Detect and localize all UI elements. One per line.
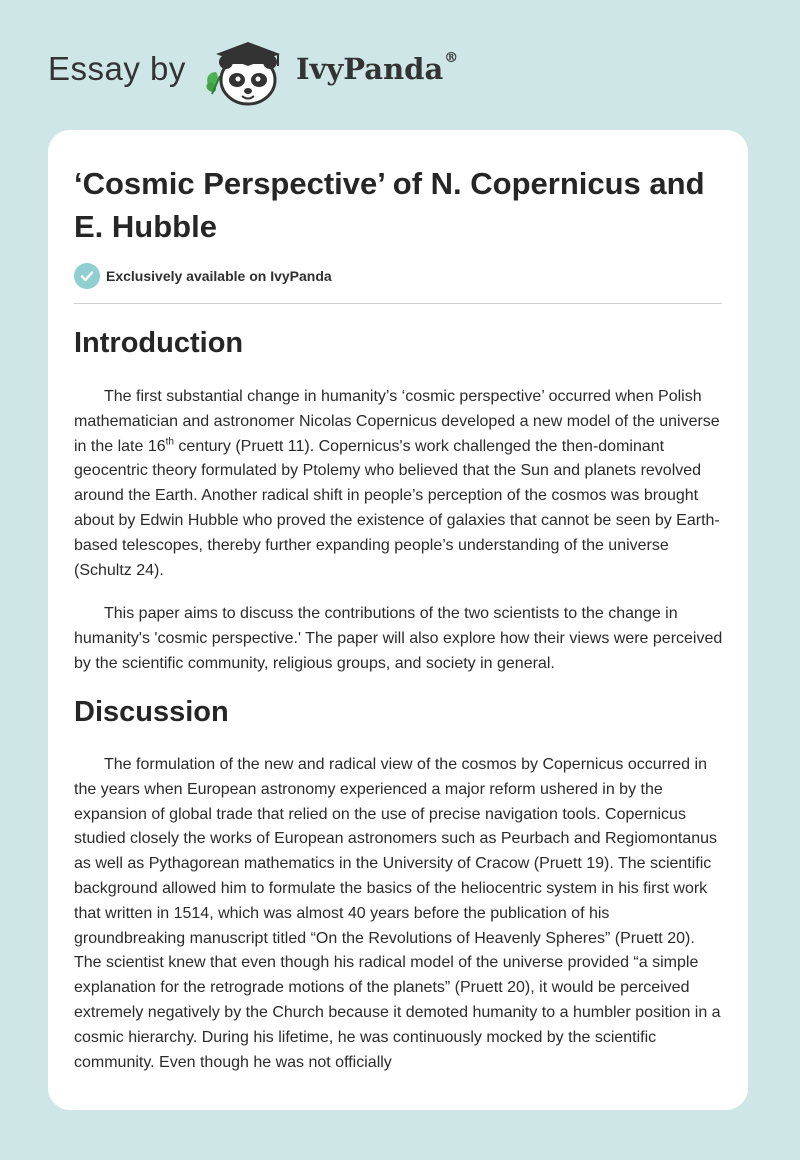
page-title: ‘Cosmic Perspective’ of N. Copernicus and E. Hubble [74, 166, 705, 244]
panda-logo-icon[interactable] [200, 36, 292, 108]
paragraph-discussion-1: The formulation of the new and radical view of the cosmos by Copernicus occurred in the years when European astronomy experienced a major reform ushered in by the expansion of global trade that relied on the use of precise navigation tools. Copernicus studied closely the works of European astronomers such as Peurbach and Regiomontanus as well as Pythagorean mathematics in the University of Cracow (Pruett 19). The scientific background allowed him to formulate the basics of the heliocentric system in his first work that written in 1514, which was almost 40 years before the publication of his groundbreaking manuscript titled “On the Revolutions of Heavenly Spheres” (Pruett 20). The scientist knew that even though his radical model of the universe provided “a simple explanation for the retrograde motions of the planets” (Pruett 20), it would be perceived extremely negatively by the Church because it demoted humanity to a humbler position in a cosmic hierarchy. During his lifetime, he was continuously mocked by the scientific community. Even though he was not officially [74, 756, 721, 1071]
section-heading-introduction: Introduction [74, 327, 244, 359]
brand-name-text[interactable]: IvyPanda [296, 52, 444, 86]
brand-prefix: Essay by [48, 50, 186, 87]
badge-label: Exclusively available on IvyPanda [106, 268, 332, 284]
paragraph-text: century (Pruett 11). Copernicus's work challenged the then-dominant geocentric theory formulated by Ptolemy who believed that the Sun and planets revolved around the Earth. Another radical shift in people’s perception of the cosmos was brought about by Edwin Hubble who proved the existence of galaxies that cannot be seen by Earth-based telescopes, thereby further expanding people’s understanding of the universe (Schultz 24). [74, 437, 720, 579]
paragraph-intro-2: This paper aims to discuss the contributions of the two scientists to the change in humanity's 'cosmic perspective.' The paper will also explore how their views were perceived by the scientific community, religious groups, and society in general. [74, 605, 723, 672]
paragraph-text: The first substantial change in humanity’s ‘cosmic perspective’ occurred when Polish mathematician and astronomer Nicolas Copernicus developed a new model of the universe in the late 16 [74, 388, 720, 455]
brand-name[interactable] [296, 52, 458, 86]
essay-card [48, 130, 748, 1110]
superscript: th [165, 436, 174, 448]
check-circle-icon [74, 263, 100, 289]
paragraph-intro-1 [74, 385, 724, 583]
section-heading-discussion: Discussion [74, 696, 229, 728]
trademark-symbol: ® [444, 50, 459, 66]
exclusive-badge [74, 263, 332, 289]
divider [74, 303, 722, 304]
site-header [0, 0, 800, 130]
